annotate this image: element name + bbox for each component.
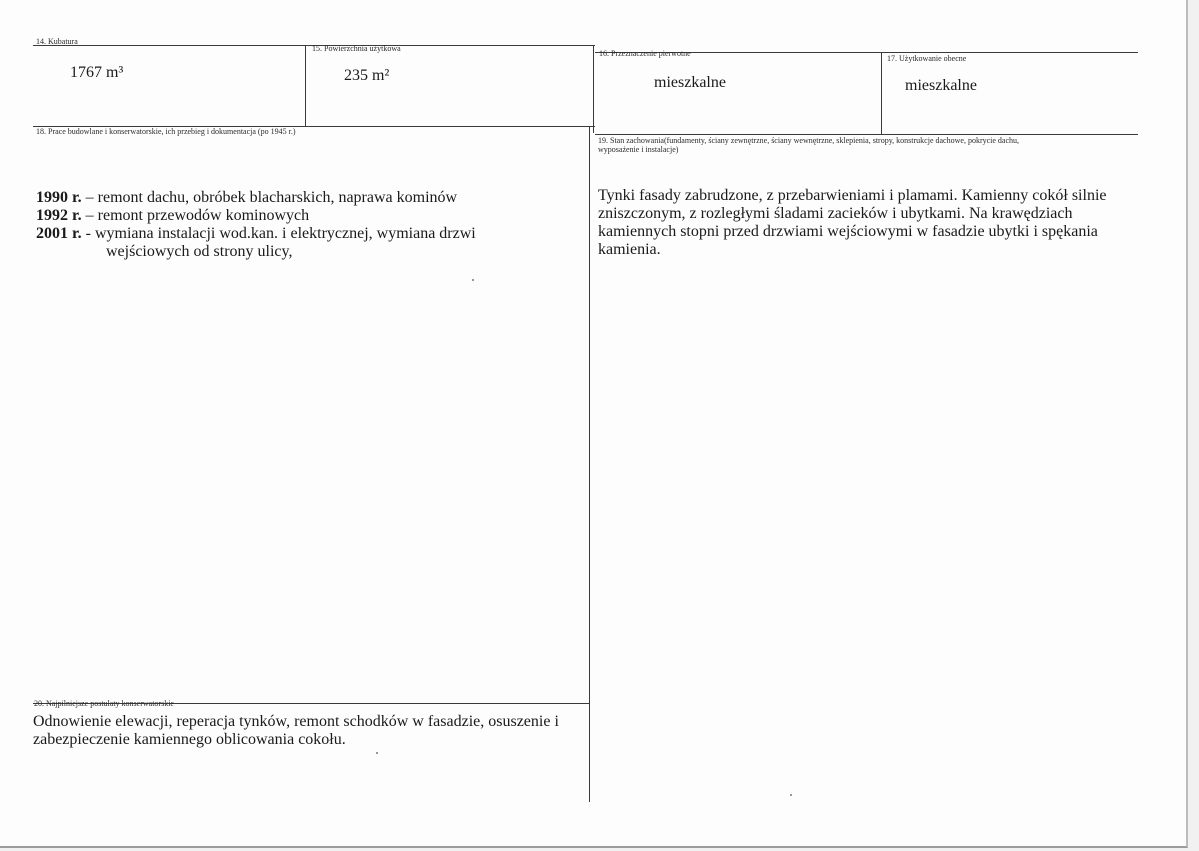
- przeznaczenie-label: 16. Przeznaczenie pierwotne: [599, 49, 691, 58]
- rule-v-3: [881, 52, 882, 134]
- rule-v-1: [305, 45, 306, 126]
- prace-year: 2001 r.: [36, 225, 82, 242]
- prace-entry: [36, 189, 586, 207]
- uzytkowanie-value: mieszkalne: [905, 77, 977, 94]
- scan-speck: [790, 794, 792, 796]
- przeznaczenie-value: mieszkalne: [654, 74, 726, 91]
- rule-v-2: [593, 45, 594, 133]
- prace-entry: [36, 225, 586, 261]
- kubatura-value: 1767 m³: [70, 64, 124, 81]
- prace-text: wymiana instalacji wod.kan. i elektrycznej, wymiana drzwi: [94, 225, 476, 242]
- prace-list: [36, 189, 586, 261]
- prace-label: 18. Prace budowlane i konserwatorskie, ich przebieg i dokumentacja (po 1945 r.): [36, 127, 296, 136]
- rule-v-center: [589, 126, 590, 802]
- stan-label-continued: wyposażenie i instalacje): [598, 145, 679, 154]
- kubatura-label: 14. Kubatura: [36, 37, 78, 46]
- prace-entry: [36, 207, 586, 225]
- prace-sep: –: [81, 207, 98, 224]
- scan-speck: [472, 279, 474, 281]
- prace-year: 1992 r.: [36, 207, 82, 224]
- powierzchnia-label: 15. Powierzchnia użytkowa: [312, 44, 401, 53]
- rule-mid-right: [595, 134, 1138, 135]
- postulaty-label: 20. Najpilniejsze postulaty konserwatorskie: [34, 699, 174, 708]
- uzytkowanie-label: 17. Użytkowanie obecne: [887, 54, 967, 63]
- prace-sep: -: [81, 225, 95, 242]
- powierzchnia-value: 235 m²: [344, 67, 390, 84]
- prace-text: remont przewodów kominowych: [97, 207, 310, 224]
- stan-text: Tynki fasady zabrudzone, z przebarwieniami i plamami. Kamienny cokół silnie zniszczonym, z rozległymi śladami zacieków i ubytkami. Na krawędziach kamiennych stopni przed drzwiami wejściowymi w fasadzie ubytki i spękania kamienia.: [598, 187, 1107, 258]
- stan-label: 19. Stan zachowania(fundamenty, ściany zewnętrzne, ściany wewnętrzne, sklepienia, stropy, konstrukcje dachowe, pokrycie dachu,: [598, 136, 1020, 145]
- prace-sep: –: [81, 189, 98, 206]
- prace-text: remont dachu, obróbek blacharskich, naprawa kominów: [97, 189, 458, 206]
- prace-text-continued: wejściowych od strony ulicy,: [106, 243, 293, 260]
- scan-speck: [376, 752, 378, 754]
- prace-year: 1990 r.: [36, 189, 82, 206]
- postulaty-text: Odnowienie elewacji, reperacja tynków, remont schodków w fasadzie, osuszenie i zabezpieczenie kamiennego oblicowania cokołu.: [33, 713, 559, 748]
